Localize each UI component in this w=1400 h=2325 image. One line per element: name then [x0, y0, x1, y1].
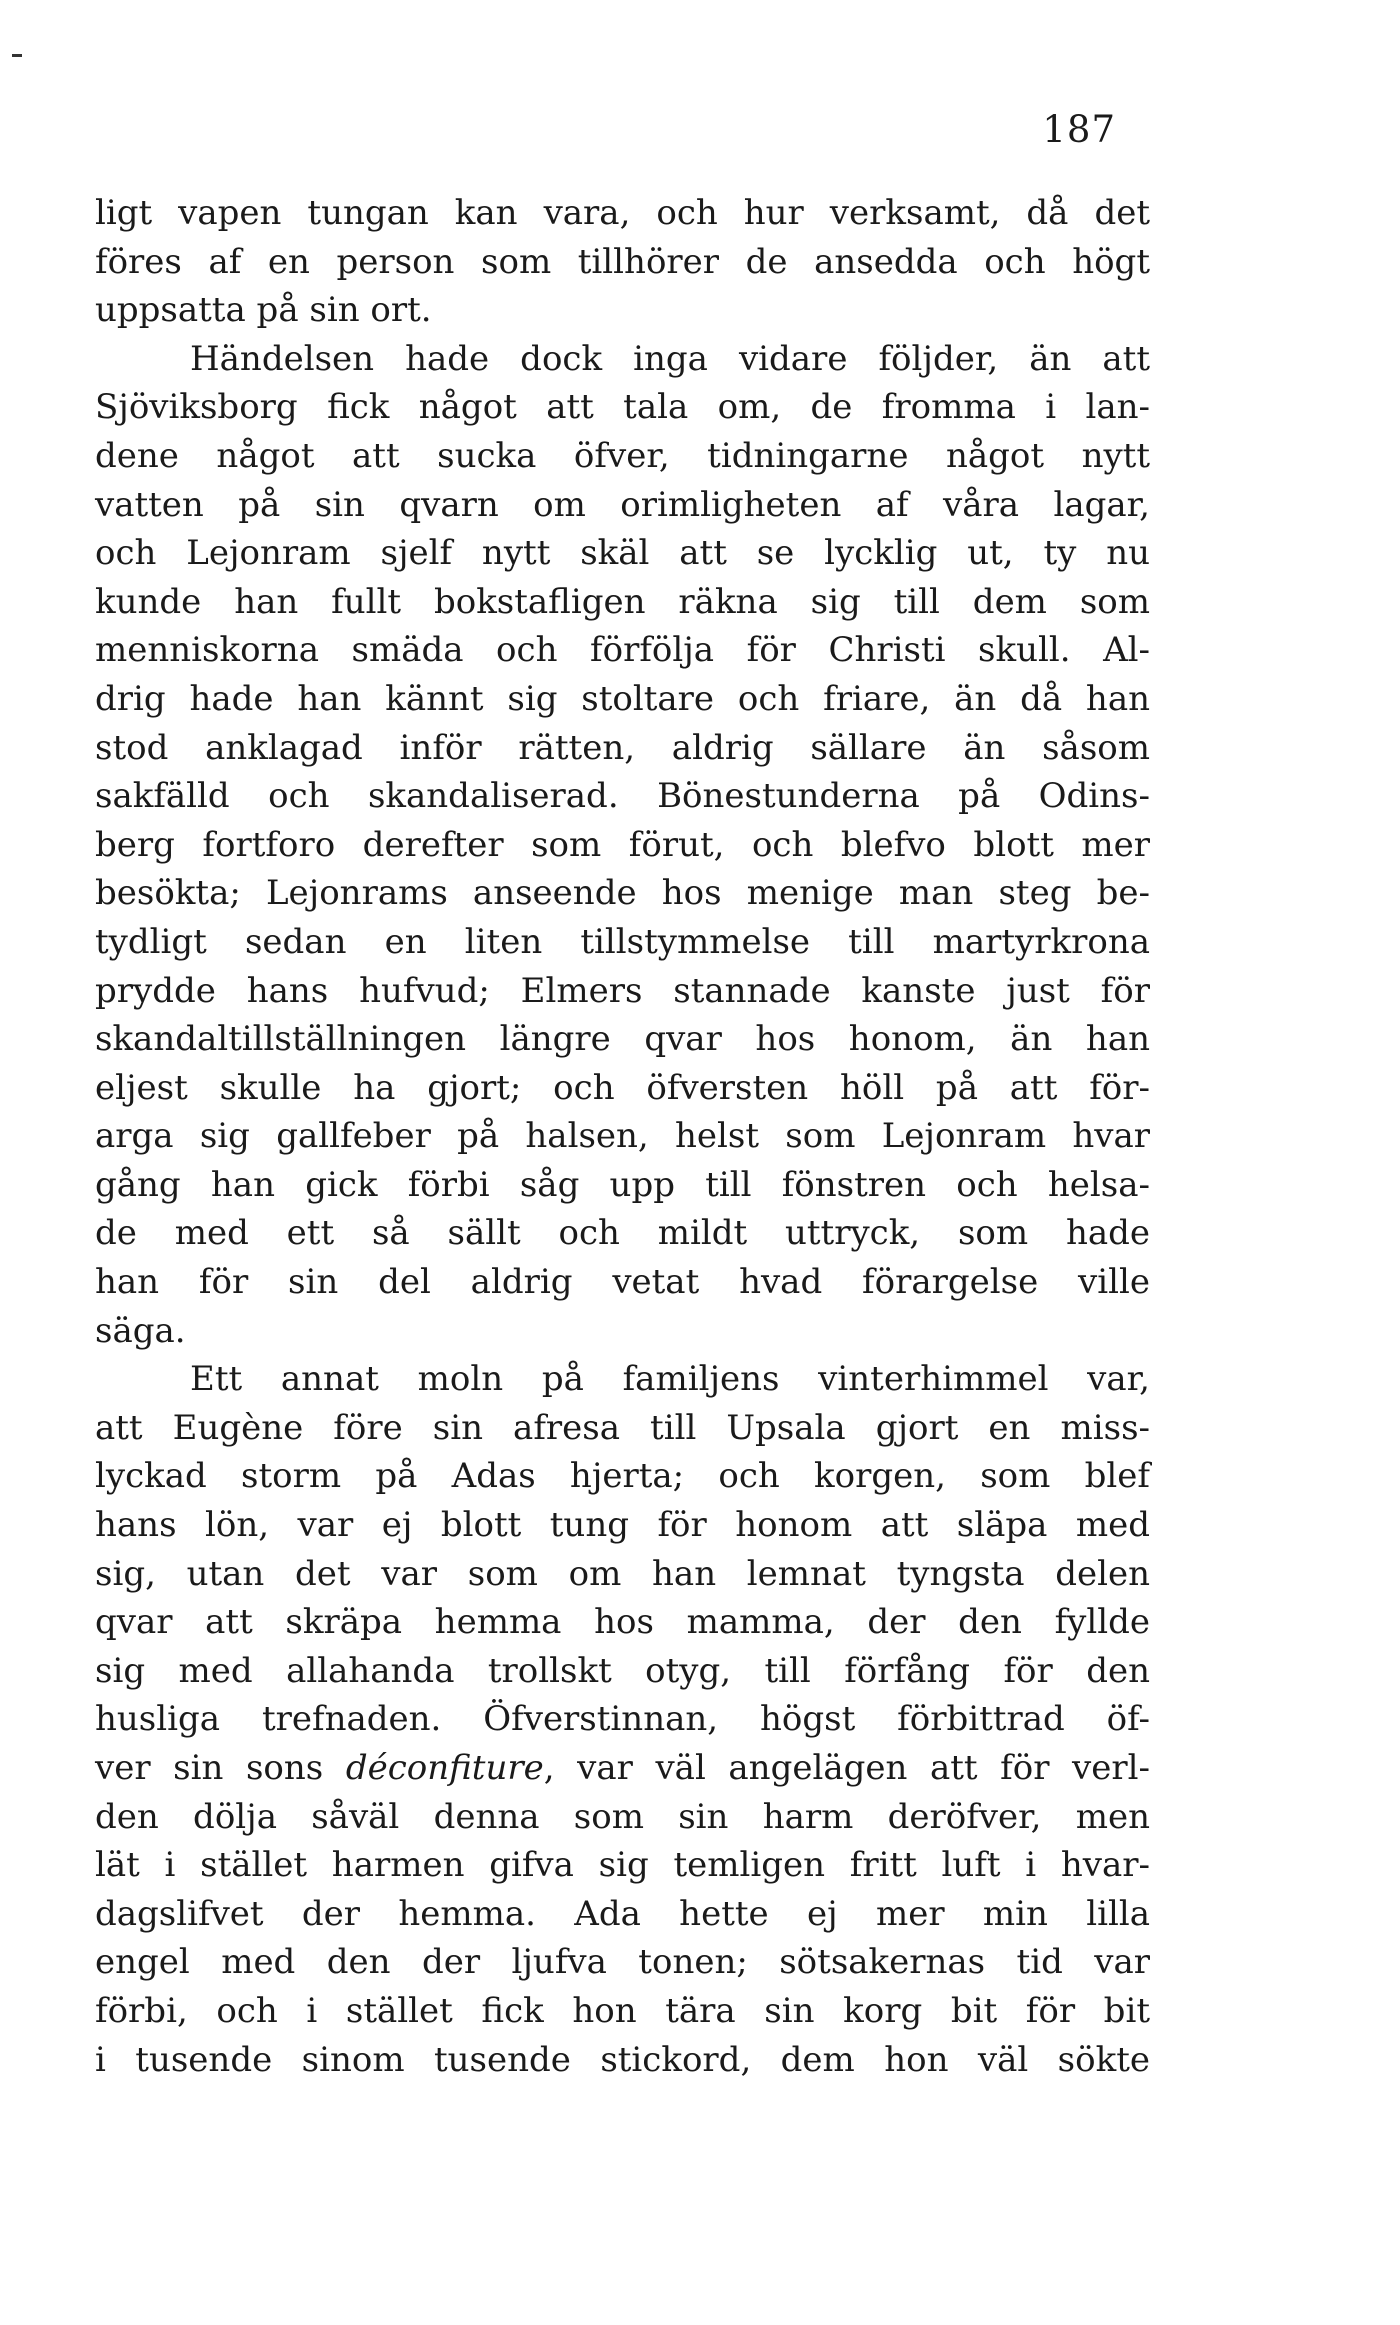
text-line: dagslifvet der hemma. Ada hette ej mer min lilla	[95, 1893, 1150, 1934]
text-line: besökta; Lejonrams anseende hos menige man steg be-	[95, 873, 1150, 914]
text-run: , var väl angelägen att för verl-	[543, 1748, 1150, 1788]
text-line: Ett annat moln på familjens vinterhimmel var,	[190, 1359, 1150, 1400]
text-line: dene något att sucka öfver, tidningarne något nytt	[95, 435, 1150, 476]
text-line: husliga trefnaden. Öfverstinnan, högst förbittrad öf-	[95, 1699, 1150, 1740]
text-line: förbi, och i stället fick hon tära sin korg bit för bit	[95, 1990, 1150, 2031]
text-line: drig hade han kännt sig stoltare och friare, än då han	[95, 678, 1150, 719]
text-line: sakfälld och skandaliserad. Bönestunderna på Odins-	[95, 776, 1150, 817]
text-line: kunde han fullt bokstafligen räkna sig till dem som	[95, 581, 1150, 622]
text-line: tydligt sedan en liten tillstymmelse till martyrkrona	[95, 921, 1150, 962]
text-line: qvar att skräpa hemma hos mamma, der den fyllde	[95, 1602, 1150, 1643]
text-line: sig med allahanda trollskt otyg, till förfång för den	[95, 1650, 1150, 1691]
text-line: och Lejonram sjelf nytt skäl att se lycklig ut, ty nu	[95, 533, 1150, 574]
page-number: 187	[1042, 108, 1116, 151]
text-line: föres af en person som tillhörer de ansedda och högt	[95, 241, 1150, 282]
text-line: prydde hans hufvud; Elmers stannade kanste just för	[95, 970, 1150, 1011]
text-line: i tusende sinom tusende stickord, dem hon väl sökte	[95, 2039, 1150, 2080]
text-line: gång han gick förbi såg upp till fönstren och helsa-	[95, 1164, 1150, 1205]
text-line: sig, utan det var som om han lemnat tyngsta delen	[95, 1553, 1150, 1594]
text-line: han för sin del aldrig vetat hvad förargelse ville	[95, 1262, 1150, 1303]
body-text	[95, 189, 1150, 2084]
text-line: säga.	[95, 1310, 186, 1351]
text-line: vatten på sin qvarn om orimligheten af våra lagar,	[95, 484, 1150, 525]
text-run: ver sin sons	[95, 1748, 346, 1788]
text-line: arga sig gallfeber på halsen, helst som Lejonram hvar	[95, 1116, 1150, 1157]
text-line: menniskorna smäda och förfölja för Christi skull. Al-	[95, 630, 1150, 671]
scan-mark	[12, 54, 22, 57]
text-line: Sjöviksborg fick något att tala om, de fromma i lan-	[95, 387, 1150, 428]
italic-word: déconfiture	[345, 1748, 544, 1788]
text-line: den dölja såväl denna som sin harm deröfver, men	[95, 1796, 1150, 1837]
text-line: ligt vapen tungan kan vara, och hur verksamt, då det	[95, 193, 1150, 233]
text-line: stod anklagad inför rätten, aldrig sällare än såsom	[95, 727, 1150, 768]
text-line: att Eugène före sin afresa till Upsala gjort en miss-	[95, 1407, 1150, 1448]
text-line: uppsatta på sin ort.	[95, 290, 432, 331]
text-line: lät i stället harmen gifva sig temligen fritt luft i hvar-	[95, 1845, 1150, 1886]
text-line: hans lön, var ej blott tung för honom att släpa med	[95, 1505, 1150, 1546]
text-line: de med ett så sällt och mildt uttryck, som hade	[95, 1213, 1150, 1254]
text-line: engel med den der ljufva tonen; sötsakernas tid var	[95, 1942, 1150, 1983]
text-line: skandaltillställningen längre qvar hos honom, än han	[95, 1019, 1150, 1060]
text-line: Händelsen hade dock inga vidare följder, än att	[190, 338, 1150, 379]
text-line: eljest skulle ha gjort; och öfversten höll på att för-	[95, 1067, 1150, 1108]
text-line	[95, 1744, 1150, 1793]
text-line: berg fortforo derefter som förut, och blefvo blott mer	[95, 824, 1150, 865]
text-line: lyckad storm på Adas hjerta; och korgen, som blef	[95, 1456, 1150, 1497]
